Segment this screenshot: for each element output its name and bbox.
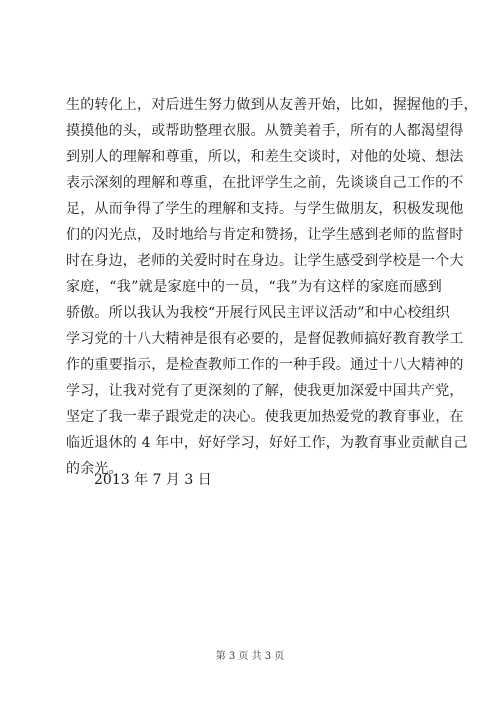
paragraph-line: 家庭，“我”就是家庭中的一员，“我”为有这样的家庭而感到 [66, 279, 442, 295]
paragraph-line: 骄傲。所以我认为我校“开展行风民主评议活动”和中心校组织 [66, 305, 450, 321]
paragraph-line: 到别人的理解和尊重，所以，和差生交谈时，对他的处境、想法 [66, 149, 464, 165]
paragraph-line: 的余光。 [66, 461, 123, 477]
body-paragraph [66, 92, 478, 482]
paragraph-line: 生的转化上，对后进生努力做到从友善开始，比如，握握他的手， [66, 97, 478, 113]
paragraph-line: 表示深刻的理解和尊重，在批评学生之前，先谈谈自己工作的不 [66, 175, 464, 191]
paragraph-line: 们的闪光点，及时地给与肯定和赞扬，让学生感到老师的监督时 [66, 227, 464, 243]
paragraph-line: 作的重要指示，是检查教师工作的一种手段。通过十八大精神的 [66, 357, 464, 373]
paragraph-line: 学习，让我对党有了更深刻的了解，使我更加深爱中国共产党， [66, 383, 464, 399]
paragraph-line: 坚定了我一辈子跟党走的决心。使我更加热爱党的教育事业，在 [66, 409, 464, 425]
signature-date: 2013 年 7 月 3 日 [94, 472, 212, 488]
paragraph-line: 摸摸他的头，或帮助整理衣服。从赞美着手，所有的人都渴望得 [66, 123, 464, 139]
paragraph-line: 临近退休的 4 年中，好好学习，好好工作，为教育事业贡献自己 [66, 435, 468, 451]
paragraph-line: 时在身边，老师的关爱时时在身边。让学生感受到学校是一个大 [66, 253, 464, 269]
paragraph-line: 学习党的十八大精神是很有必要的，是督促教师搞好教育教学工 [66, 331, 464, 347]
page-footer: 第 3 页 共 3 页 [215, 651, 285, 662]
paragraph-line: 足，从而争得了学生的理解和支持。与学生做朋友，积极发现他 [66, 201, 464, 217]
